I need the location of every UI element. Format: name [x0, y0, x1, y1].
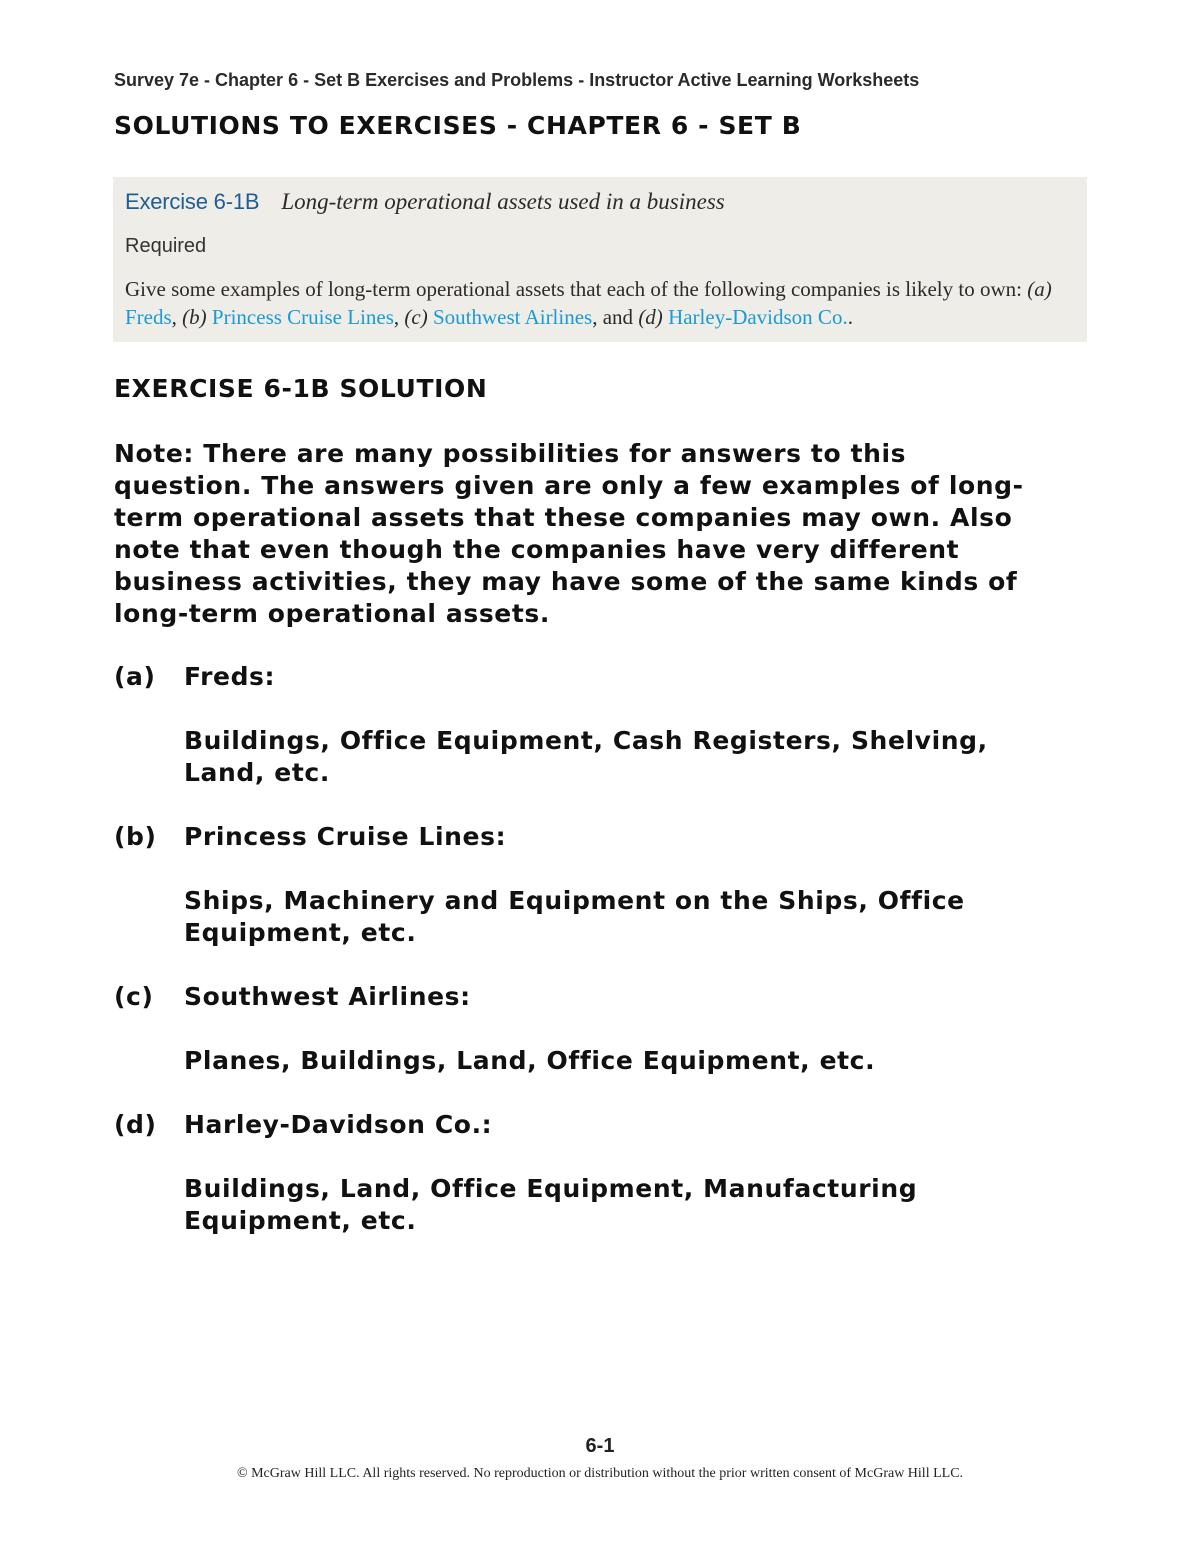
company-marker-c: (c): [404, 305, 428, 329]
company-marker-d: (d): [638, 305, 663, 329]
answer-line: Equipment, etc.: [184, 918, 417, 947]
company-link-harley-davidson[interactable]: Harley-Davidson Co.: [668, 305, 848, 329]
answer-line: Ships, Machinery and Equipment on the Ships, Office: [184, 886, 965, 915]
note-line: long-term operational assets.: [114, 599, 550, 628]
exercise-prompt: [125, 275, 1085, 331]
separator: .: [847, 305, 853, 329]
answer-line: Planes, Buildings, Land, Office Equipment, etc.: [184, 1046, 876, 1075]
company-link-freds[interactable]: Freds: [125, 305, 172, 329]
separator: , and: [592, 305, 639, 329]
answer-line: Equipment, etc.: [184, 1206, 417, 1235]
item-company-freds: Freds:: [184, 662, 276, 691]
exercise-topic: Long-term operational assets used in a business: [281, 189, 725, 214]
company-link-southwest-airlines[interactable]: Southwest Airlines: [432, 305, 593, 329]
exercise-label: Exercise 6-1B: [125, 189, 260, 214]
exercise-header: [125, 189, 725, 215]
item-answer-princess-cruise-lines: [184, 885, 1084, 949]
note-line: note that even though the companies have very different: [114, 535, 960, 564]
company-marker-a: (a): [1027, 277, 1052, 301]
item-letter-c: (c): [114, 982, 154, 1011]
item-company-princess-cruise-lines: Princess Cruise Lines:: [184, 822, 507, 851]
page-title: SOLUTIONS TO EXERCISES - CHAPTER 6 - SET B: [114, 111, 802, 140]
item-company-harley-davidson: Harley-Davidson Co.:: [184, 1110, 493, 1139]
item-answer-freds: [184, 725, 1084, 789]
running-header: Survey 7e - Chapter 6 - Set B Exercises and Problems - Instructor Active Learning Worksheets: [114, 70, 920, 90]
note-line: question. The answers given are only a few examples of long-: [114, 471, 1024, 500]
note-line: business activities, they may have some of the same kinds of: [114, 567, 1018, 596]
answer-line: Buildings, Office Equipment, Cash Registers, Shelving,: [184, 726, 988, 755]
separator: ,: [393, 305, 405, 329]
item-company-southwest-airlines: Southwest Airlines:: [184, 982, 471, 1011]
solution-heading: EXERCISE 6-1B SOLUTION: [114, 374, 488, 403]
answer-line: Buildings, Land, Office Equipment, Manufacturing: [184, 1174, 918, 1203]
copyright-notice: © McGraw Hill LLC. All rights reserved. No reproduction or distribution without the prior written consent of McGraw Hill LLC.: [236, 1466, 964, 1481]
item-letter-d: (d): [114, 1110, 157, 1139]
item-letter-b: (b): [114, 822, 157, 851]
page-number: 6-1: [585, 1435, 615, 1457]
company-link-princess-cruise-lines[interactable]: Princess Cruise Lines: [211, 305, 394, 329]
company-marker-b: (b): [182, 305, 207, 329]
answer-line: Land, etc.: [184, 758, 330, 787]
item-answer-southwest-airlines: [184, 1045, 1084, 1077]
item-letter-a: (a): [114, 662, 156, 691]
required-label: Required: [125, 235, 207, 257]
note-line: Note: There are many possibilities for answers to this: [114, 439, 907, 468]
separator: ,: [171, 305, 183, 329]
item-answer-harley-davidson: [184, 1173, 1084, 1237]
exercise-prompt-text: Give some examples of long-term operational assets that each of the following companies is likely to own:: [125, 277, 1028, 301]
exercise-box: [113, 177, 1087, 342]
solution-note: [114, 438, 1089, 630]
note-line: term operational assets that these companies may own. Also: [114, 503, 1013, 532]
